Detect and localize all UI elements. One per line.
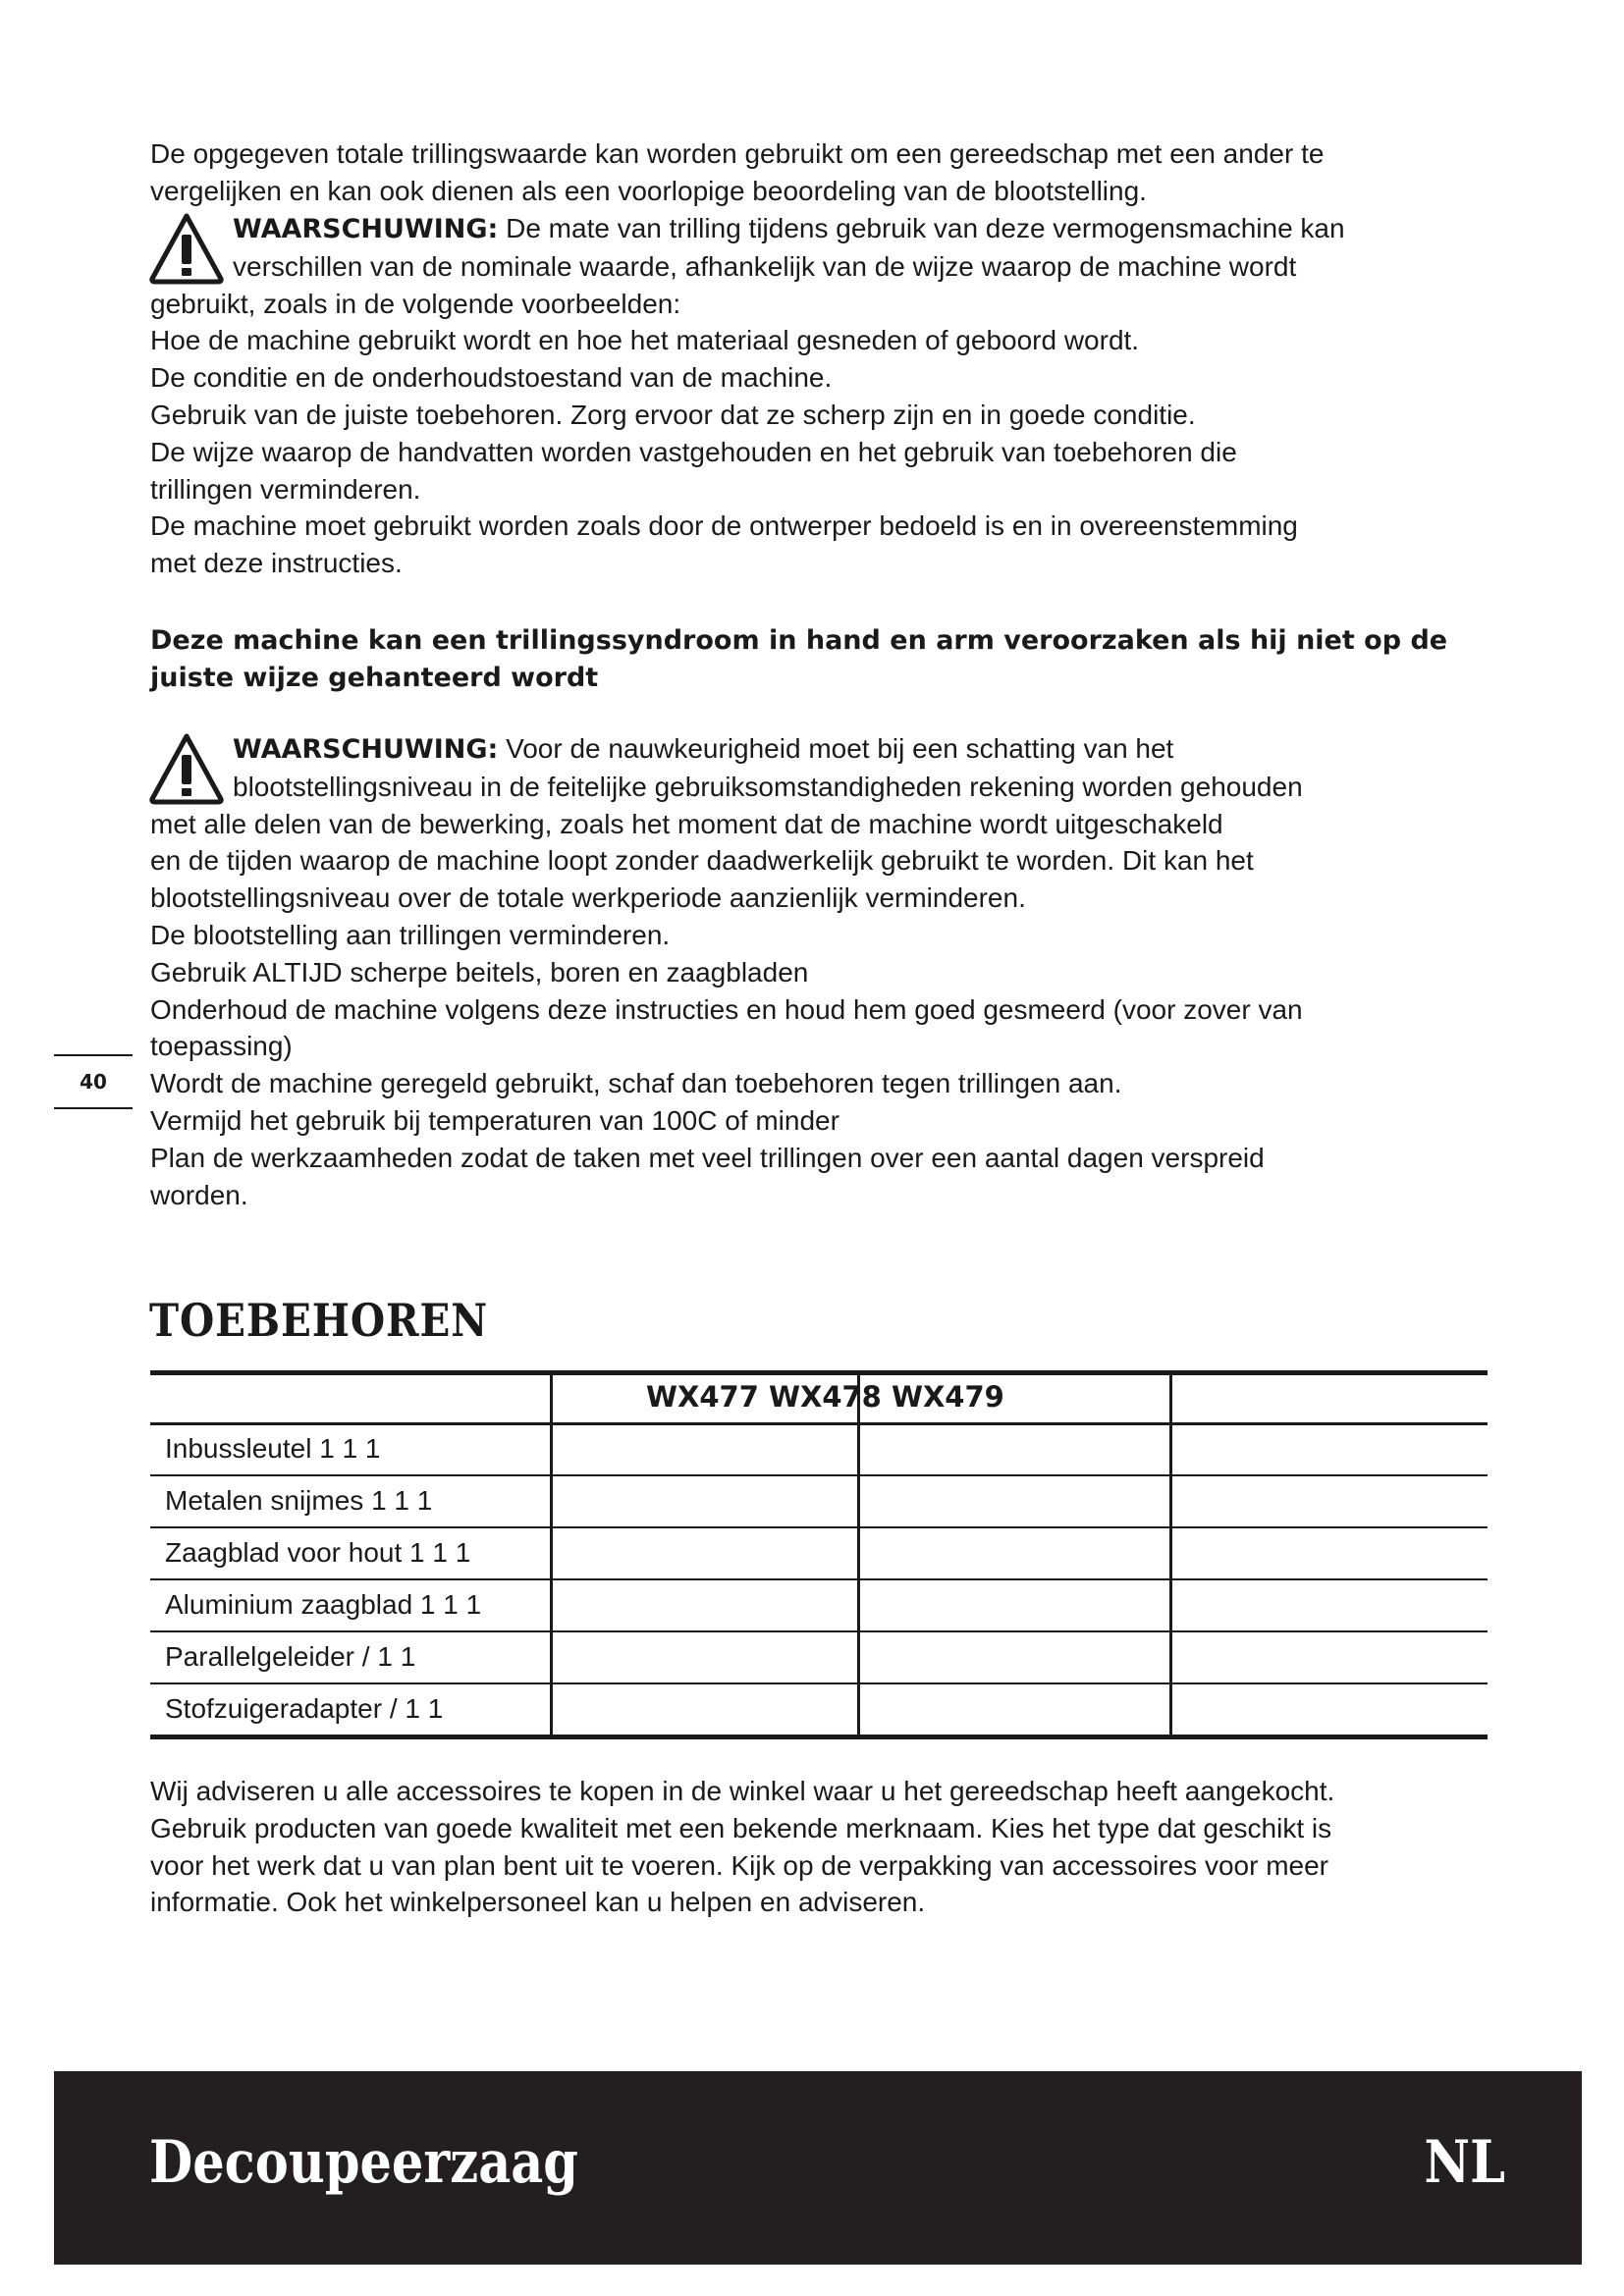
warning-first-line (150, 730, 1495, 769)
warning-line: worden. (150, 1179, 248, 1210)
table-header: WX477 WX478 WX479 (646, 1380, 1004, 1414)
advice-line: voor het werk dat u van plan bent uit te voeren. Kijk op de verpakking van accessoires voor meer (150, 1849, 1328, 1881)
footer-language-code: NL (1424, 2128, 1505, 2197)
page-number-rule (54, 1107, 133, 1109)
intro-paragraph (150, 135, 1495, 210)
advice-line: Gebruik producten van goede kwaliteit met een bekende merknaam. Kies het type dat geschikt is (150, 1812, 1332, 1843)
section-title: TOEBEHOREN (149, 1294, 489, 1347)
warning-first-line (150, 210, 1495, 248)
page-number: 40 (80, 1070, 107, 1094)
warning-line: Onderhoud de machine volgens deze instructies en houd hem goed gesmeerd (voor zover van (150, 993, 1303, 1025)
table-row: Zaagblad voor hout 1 1 1 (165, 1537, 471, 1568)
warning-line: Gebruik ALTIJD scherpe beitels, boren en zaagbladen (150, 956, 809, 988)
warning-line: Hoe de machine gebruikt wordt en hoe het materiaal gesneden of geboord wordt. (150, 325, 1140, 356)
warning-line: met alle delen van de bewerking, zoals het moment dat de machine wordt uitgeschakeld (150, 808, 1223, 839)
intro-line: vergelijken en kan ook dienen als een voorlopige beoordeling van de blootstelling. (150, 175, 1147, 206)
warning-label: WAARSCHUWING: (233, 734, 499, 765)
table-row: Aluminium zaagblad 1 1 1 (165, 1589, 482, 1620)
accessories-table (150, 1370, 1488, 1739)
table-row: Inbussleutel 1 1 1 (165, 1433, 381, 1464)
warning-paragraph-1 (150, 210, 1495, 582)
warning-line: en de tijden waarop de machine loopt zonder daadwerkelijk gebruikt te worden. Dit kan het (150, 845, 1254, 877)
syndrome-warning (150, 622, 1495, 697)
warning-line: De machine moet gebruikt worden zoals door de ontwerper bedoeld is en in overeenstemming (150, 510, 1298, 542)
warning-line: Gebruik van de juiste toebehoren. Zorg ervoor dat ze scherp zijn en in goede conditie. (150, 399, 1196, 430)
warning-line: Plan de werkzaamheden zodat de taken met veel trillingen over een aantal dagen verspreid (150, 1142, 1265, 1173)
table-row: Parallelgeleider / 1 1 (165, 1641, 416, 1672)
table-rule (150, 1682, 1488, 1684)
warning-line: Vermijd het gebruik bij temperaturen van 100C of minder (150, 1104, 839, 1136)
table-rule (150, 1422, 1488, 1425)
table-rule (150, 1370, 1488, 1375)
warning-line: blootstellingsniveau over de totale werkperiode aanzienlijk verminderen. (150, 882, 1026, 914)
warning-line: gebruikt, zoals in de volgende voorbeelden: (150, 288, 681, 319)
table-rule (150, 1474, 1488, 1476)
table-rule (150, 1735, 1488, 1739)
warning-line: De conditie en de onderhoudstoestand van de machine. (150, 362, 833, 394)
warning-line: trillingen verminderen. (150, 473, 421, 505)
advice-paragraph (150, 1773, 1495, 1921)
warning-line: met deze instructies. (150, 548, 403, 579)
table-row: Stofzuigeradapter / 1 1 (165, 1693, 444, 1724)
footer-product-title: Decoupeerzaag (149, 2128, 578, 2197)
table-column-rule (550, 1370, 553, 1739)
warning-first-text: De mate van trilling tijdens gebruik van deze vermogensmachine kan (498, 213, 1345, 243)
intro-line: De opgegeven totale trillingswaarde kan worden gebruikt om een gereedschap met een ander te (150, 138, 1325, 169)
warning-paragraph-2 (150, 730, 1495, 1213)
table-column-rule (857, 1370, 860, 1739)
table-column-rule (1169, 1370, 1172, 1739)
advice-line: Wij adviseren u alle accessoires te kopen in de winkel waar u het gereedschap heeft aangekocht. (150, 1776, 1335, 1806)
table-row: Metalen snijmes 1 1 1 (165, 1485, 433, 1516)
warning-line: De wijze waarop de handvatten worden vastgehouden en het gebruik van toebehoren die (150, 436, 1237, 467)
table-rule (150, 1578, 1488, 1580)
table-rule (150, 1630, 1488, 1632)
advice-line: informatie. Ook het winkelpersoneel kan u helpen en adviseren. (150, 1887, 926, 1918)
page-number-rule (54, 1054, 133, 1056)
warning-line: De blootstelling aan trillingen verminderen. (150, 919, 671, 950)
warning-line: blootstellingsniveau in de feitelijke gebruiksomstandigheden rekening worden gehouden (233, 771, 1303, 802)
warning-first-text: Voor de nauwkeurigheid moet bij een schatting van het (498, 733, 1174, 764)
warning-line: toepassing) (150, 1031, 293, 1062)
warning-line: Wordt de machine geregeld gebruikt, schaf dan toebehoren tegen trillingen aan. (150, 1068, 1122, 1099)
page-number-marker (54, 1054, 133, 1109)
syndrome-line: juiste wijze gehanteerd wordt (150, 662, 599, 693)
table-rule (150, 1526, 1488, 1528)
syndrome-line: Deze machine kan een trillingssyndroom in hand en arm veroorzaken als hij niet op de (150, 625, 1448, 656)
warning-line: verschillen van de nominale waarde, afhankelijk van de wijze waarop de machine wordt (233, 250, 1297, 282)
warning-label: WAARSCHUWING: (233, 214, 499, 244)
footer-bar (54, 2071, 1582, 2265)
